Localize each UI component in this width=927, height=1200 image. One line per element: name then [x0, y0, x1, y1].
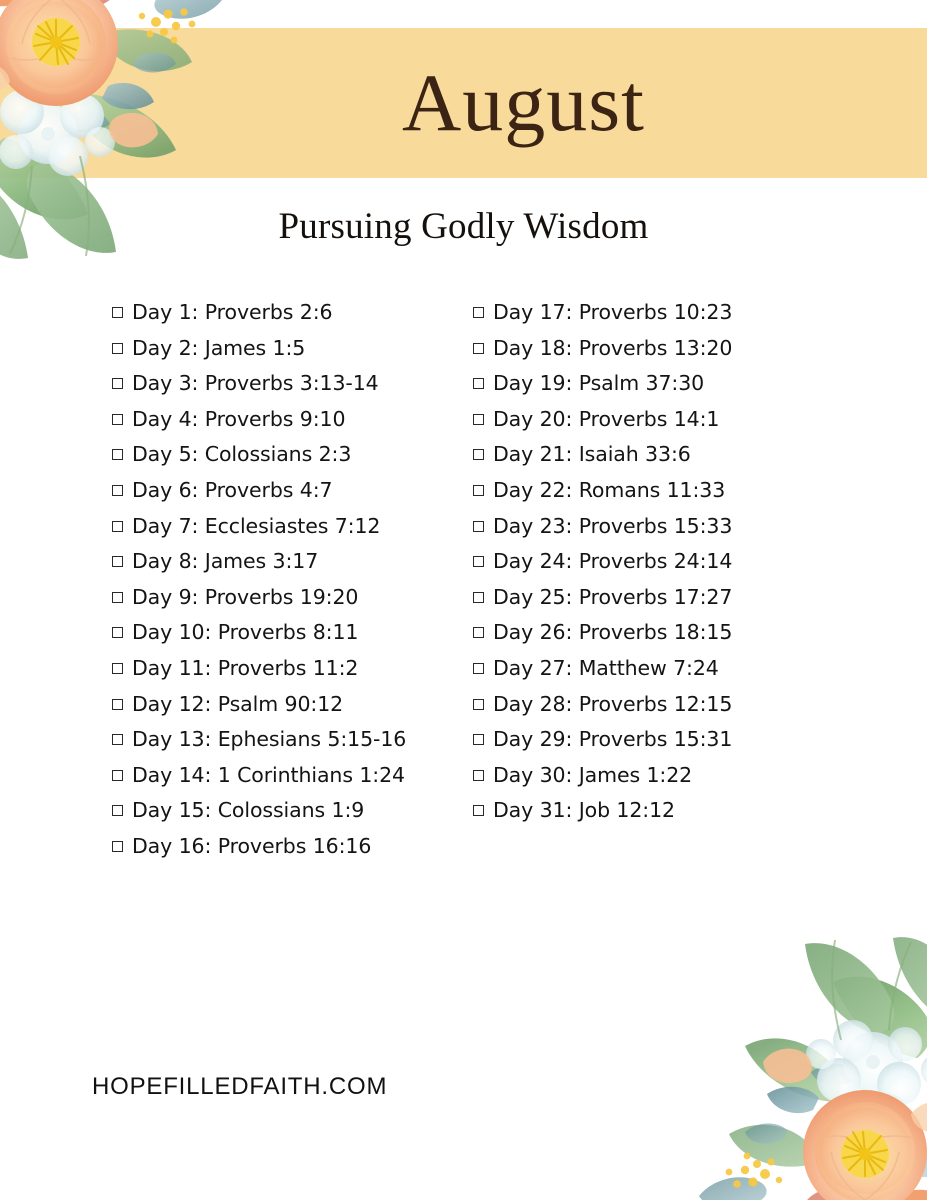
- checklist-item-label: Day 23: Proverbs 15:33: [493, 513, 733, 538]
- checkbox-icon[interactable]: [112, 449, 123, 460]
- checkbox-icon[interactable]: [112, 627, 123, 638]
- checkbox-icon[interactable]: [473, 663, 484, 674]
- checkbox-icon[interactable]: [473, 770, 484, 781]
- checkbox-icon[interactable]: [112, 307, 123, 318]
- checkbox-icon[interactable]: [473, 699, 484, 710]
- checkbox-icon[interactable]: [473, 521, 484, 532]
- checklist-item-label: Day 16: Proverbs 16:16: [132, 833, 372, 858]
- checklist-column-right: [473, 300, 732, 834]
- checklist-item-label: Day 27: Matthew 7:24: [493, 655, 719, 680]
- checklist-item-label: Day 29: Proverbs 15:31: [493, 727, 733, 752]
- checklist-item[interactable]: [473, 300, 732, 336]
- checklist-item-label: Day 5: Colossians 2:3: [132, 442, 352, 467]
- checklist-item-label: Day 30: James 1:22: [493, 762, 693, 787]
- floral-decoration-bottom-right: [661, 900, 927, 1200]
- checklist-item-label: Day 12: Psalm 90:12: [132, 691, 344, 716]
- checklist-item-label: Day 18: Proverbs 13:20: [493, 335, 733, 360]
- checklist-item[interactable]: [112, 692, 406, 728]
- checkbox-icon[interactable]: [473, 627, 484, 638]
- checkbox-icon[interactable]: [473, 378, 484, 389]
- checklist-item[interactable]: [112, 834, 406, 870]
- checklist-item-label: Day 20: Proverbs 14:1: [493, 406, 720, 431]
- checklist-item-label: Day 10: Proverbs 8:11: [132, 620, 359, 645]
- checklist-item[interactable]: [473, 798, 732, 834]
- checkbox-icon[interactable]: [112, 734, 123, 745]
- checklist-item[interactable]: [473, 549, 732, 585]
- checklist-item[interactable]: [112, 549, 406, 585]
- checkbox-icon[interactable]: [112, 485, 123, 496]
- checklist-item-label: Day 15: Colossians 1:9: [132, 798, 365, 823]
- checkbox-icon[interactable]: [112, 663, 123, 674]
- checkbox-icon[interactable]: [112, 841, 123, 852]
- checklist-item[interactable]: [112, 798, 406, 834]
- checkbox-icon[interactable]: [112, 592, 123, 603]
- checkbox-icon[interactable]: [112, 343, 123, 354]
- checkbox-icon[interactable]: [112, 521, 123, 532]
- checklist-item[interactable]: [473, 407, 732, 443]
- checklist-item[interactable]: [112, 656, 406, 692]
- checkbox-icon[interactable]: [473, 734, 484, 745]
- page-title: August: [402, 57, 645, 148]
- checklist-item[interactable]: [112, 585, 406, 621]
- checkbox-icon[interactable]: [112, 556, 123, 567]
- checklist-item[interactable]: [112, 300, 406, 336]
- checklist-item[interactable]: [473, 585, 732, 621]
- checklist-item[interactable]: [473, 336, 732, 372]
- checkbox-icon[interactable]: [112, 699, 123, 710]
- checklist-item-label: Day 14: 1 Corinthians 1:24: [132, 762, 405, 787]
- checklist-item-label: Day 6: Proverbs 4:7: [132, 477, 333, 502]
- checklist-item-label: Day 13: Ephesians 5:15-16: [132, 727, 407, 752]
- checklist-item[interactable]: [112, 763, 406, 799]
- checklist-item-label: Day 8: James 3:17: [132, 549, 319, 574]
- checklist-item-label: Day 9: Proverbs 19:20: [132, 584, 359, 609]
- checklist-item[interactable]: [112, 442, 406, 478]
- checkbox-icon[interactable]: [473, 556, 484, 567]
- checklist-item-label: Day 22: Romans 11:33: [493, 477, 726, 502]
- checkbox-icon[interactable]: [473, 449, 484, 460]
- checklist-item[interactable]: [112, 407, 406, 443]
- checkbox-icon[interactable]: [473, 485, 484, 496]
- checkbox-icon[interactable]: [473, 343, 484, 354]
- checklist-item-label: Day 21: Isaiah 33:6: [493, 442, 691, 467]
- checklist-item-label: Day 4: Proverbs 9:10: [132, 406, 346, 431]
- checklist-item[interactable]: [473, 727, 732, 763]
- checklist-item[interactable]: [473, 656, 732, 692]
- checkbox-icon[interactable]: [112, 770, 123, 781]
- checklist-item-label: Day 7: Ecclesiastes 7:12: [132, 513, 381, 538]
- checklist-item-label: Day 3: Proverbs 3:13-14: [132, 371, 379, 396]
- checkbox-icon[interactable]: [112, 378, 123, 389]
- subtitle: Pursuing Godly Wisdom: [278, 206, 649, 247]
- checklist-item[interactable]: [112, 371, 406, 407]
- checklist-item-label: Day 31: Job 12:12: [493, 798, 675, 823]
- checklist-item-label: Day 17: Proverbs 10:23: [493, 300, 733, 324]
- checklist-item-label: Day 25: Proverbs 17:27: [493, 584, 733, 609]
- checklist-item[interactable]: [112, 620, 406, 656]
- checklist-item[interactable]: [473, 620, 732, 656]
- checklist-column-left: [112, 300, 406, 870]
- checklist-item[interactable]: [112, 514, 406, 550]
- checklist-item-label: Day 28: Proverbs 12:15: [493, 691, 733, 716]
- checklist-item[interactable]: [473, 514, 732, 550]
- checklist-item-label: Day 11: Proverbs 11:2: [132, 655, 359, 680]
- checklist-item[interactable]: [112, 478, 406, 514]
- checkbox-icon[interactable]: [473, 414, 484, 425]
- checklist-item-label: Day 26: Proverbs 18:15: [493, 620, 733, 645]
- checklist-item[interactable]: [112, 727, 406, 763]
- checkbox-icon[interactable]: [473, 307, 484, 318]
- checklist-item[interactable]: [473, 763, 732, 799]
- checkbox-icon[interactable]: [112, 805, 123, 816]
- footer-website-url: HOPEFILLEDFAITH.COM: [92, 1073, 388, 1100]
- checklist-item[interactable]: [473, 692, 732, 728]
- checkbox-icon[interactable]: [112, 414, 123, 425]
- checklist-item-label: Day 1: Proverbs 2:6: [132, 300, 333, 324]
- header-banner: [0, 28, 927, 178]
- checkbox-icon[interactable]: [473, 805, 484, 816]
- checklist-item[interactable]: [112, 336, 406, 372]
- checklist-item[interactable]: [473, 371, 732, 407]
- checklist-item[interactable]: [473, 442, 732, 478]
- checkbox-icon[interactable]: [473, 592, 484, 603]
- checklist-item[interactable]: [473, 478, 732, 514]
- checklist-item-label: Day 2: James 1:5: [132, 335, 306, 360]
- checklist-item-label: Day 19: Psalm 37:30: [493, 371, 705, 396]
- checklist-item-label: Day 24: Proverbs 24:14: [493, 549, 733, 574]
